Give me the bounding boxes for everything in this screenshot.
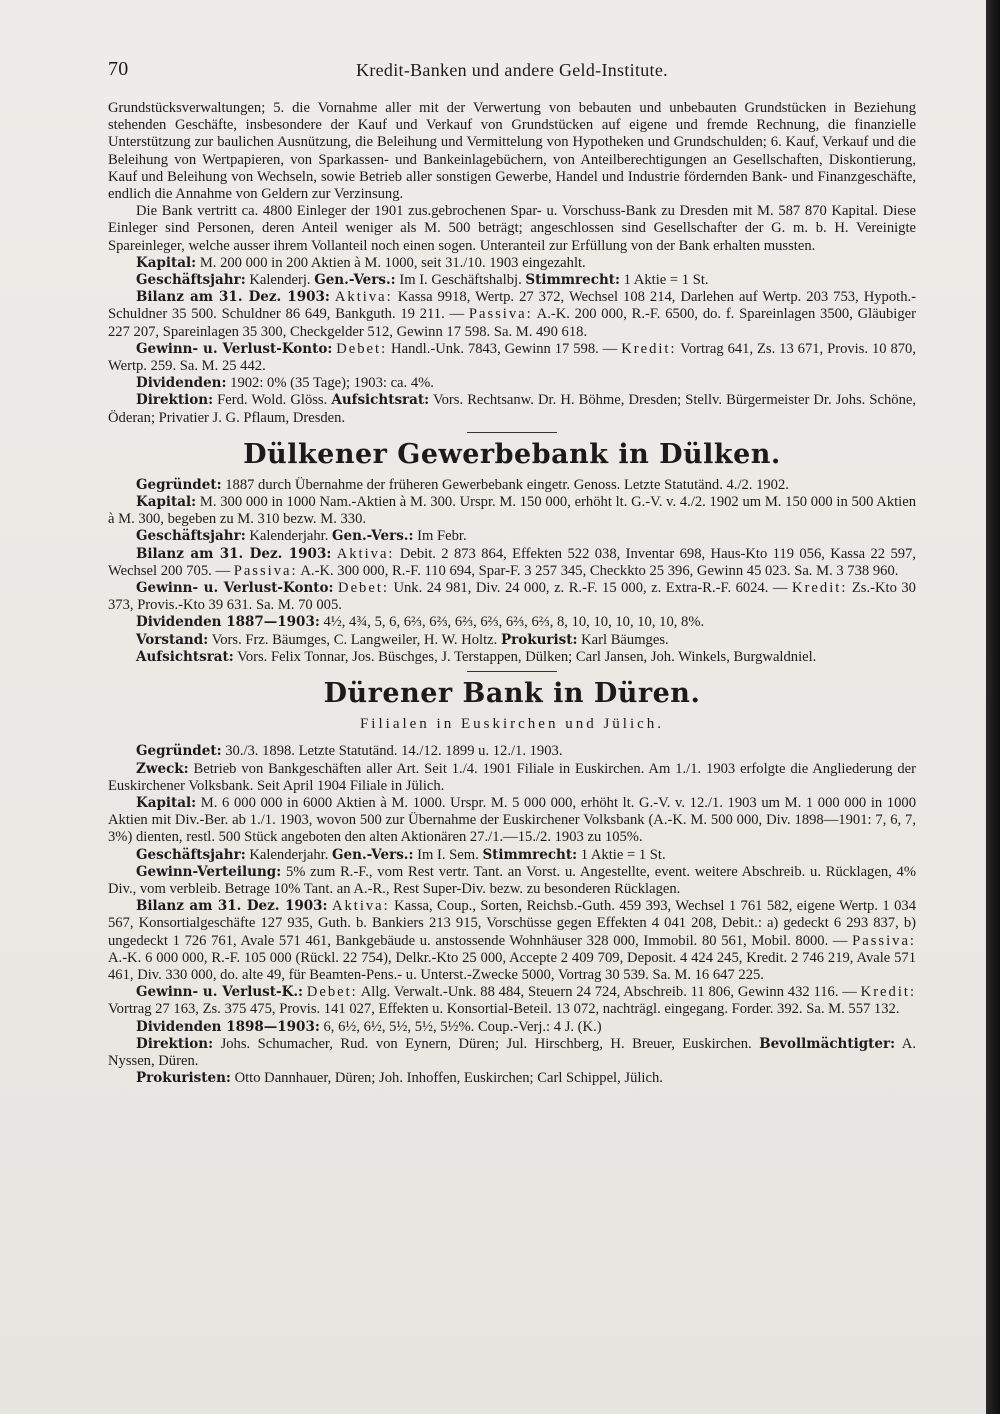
entry-text: Im Febr. bbox=[417, 528, 467, 545]
entry-text: 5% zum R.-F., vom Rest vertr. Tant. an Vorst. u. Angestellte, event. weitere Abschreib. u. Rücklagen, 4% Div., vom verbleib. Betrage 10% Tant. an A.-R., Rest Super-Div. bezw. zu besonderen Rücklagen. bbox=[108, 863, 916, 897]
entry-label: Kapital: bbox=[136, 494, 197, 511]
entry-zweck bbox=[108, 761, 916, 795]
entry-text: A.-K. 300 000, R.-F. 110 694, Spar-F. 3 257 345, Checkkto 25 396, Gewinn 45 023. Sa. M. 3 738 960. bbox=[300, 562, 899, 579]
entry-text: Allg. Verwalt.-Unk. 88 484, Steuern 24 724, Abschreib. 11 806, Gewinn 432 116. — bbox=[360, 984, 857, 1001]
entry-kapital bbox=[108, 255, 916, 272]
aktiva-label: Aktiva: bbox=[336, 545, 395, 562]
running-title: Kredit-Banken und andere Geld-Institute. bbox=[356, 60, 668, 80]
entry-label: Gegründet: bbox=[136, 743, 222, 760]
continuation-paragraph: Grundstücksverwaltungen; 5. die Vornahme aller mit der Verwertung von bebauten und unbebauten Grundstücken in Beziehung stehenden Geschäfte, insbesondere der Kauf und Verkauf von Grundstücken auf eigene und fremde Rechnung, die finanzielle Unterstützung zur baulichen Ausnützung, die Beleihung und Vermittelung von Hypotheken und Grundschulden; 6. Kauf, Verkauf und die Beleihung von Wertpapieren, von Sparkassen- und Bankeinlagebüchern, von Anteilberechtigungen an Gesellschaften, Diskontierung, Kauf und Beleihung von Wechseln, sowie Betrieb aller sonstigen Gewerbe, Handel und Industrie fördernden Bank- und Finanzgeschäfte, endlich die Annahme von Geldern zur Verzinsung. bbox=[108, 100, 916, 203]
entry-kapital bbox=[108, 494, 916, 528]
entry-text: Vortrag 27 163, Zs. 375 475, Provis. 141 027, Effekten u. Konsortial-Beteil. 13 072, nachträgl. eingegang. Forder. 392. Sa. M. 557 132. bbox=[108, 1001, 900, 1018]
entry-text: Debit. 2 873 864, Effekten 522 038, Inventar 698, Haus-Kto 119 056, Kassa 22 597, Wechsel 200 705. — bbox=[108, 545, 916, 579]
scan-edge bbox=[986, 0, 1000, 1414]
entry-geschaeftsjahr bbox=[108, 272, 916, 289]
passiva-label: Passiva: bbox=[233, 562, 298, 579]
entry-label: Gen.-Vers.: bbox=[332, 846, 414, 863]
coupon-text: Coup.-Verj.: 4 J. (K.) bbox=[477, 1018, 602, 1035]
kredit-label: Kredit: bbox=[860, 984, 916, 1001]
entry-text: A.-K. 200 000, R.-F. 6500, do. f. Spareinlagen 3500, Gläubiger 227 207, Spareinlagen 35 300, Checkgelder 512, Gewinn 17 598. Sa. M. 490 618. bbox=[108, 306, 916, 340]
entry-gegruendet bbox=[108, 743, 916, 760]
entry-direktion bbox=[108, 1036, 916, 1070]
entry-label: Kapital: bbox=[136, 254, 197, 271]
entry-gewinn-verteilung bbox=[108, 864, 916, 898]
entry-label: Geschäftsjahr: bbox=[136, 528, 246, 545]
entry-label: Geschäftsjahr: bbox=[136, 846, 246, 863]
entry-text: M. 200 000 in 200 Aktien à M. 1000, seit 31./10. 1903 eingezahlt. bbox=[199, 254, 586, 271]
section-divider bbox=[467, 432, 557, 433]
entry-prokuristen bbox=[108, 1070, 916, 1087]
section-title: Dülkener Gewerbebank in Dülken. bbox=[243, 438, 781, 470]
branches-line: Filialen in Euskirchen und Jülich. bbox=[359, 716, 665, 733]
entry-text: 1902: 0% (35 Tage); 1903: ca. 4%. bbox=[230, 375, 434, 392]
entry-text: 4½, 4¾, 5, 6, 6⅔, 6⅔, 6⅔, 6⅔, 6⅔, 6⅔, 8, 10, 10, 10, 10, 10, 8%. bbox=[323, 614, 705, 631]
entry-text: Kalenderjahr. bbox=[249, 846, 329, 863]
kredit-label: Kredit: bbox=[621, 340, 677, 357]
entry-label: Bilanz am 31. Dez. 1903: bbox=[136, 898, 328, 915]
entry-text: Kassa, Coup., Sorten, Reichsb.-Guth. 459 393, Wechsel 1 761 582, eigene Wertp. 1 034 567, Konsortialgeschäfte 127 935, Guth. b. Bankiers 213 915, Vorschüsse gegen Effekten 4 041 208, Debit.: a) gedeckt 6 293 837, b) ungedeckt 1 726 761, Avale 571 461, Bankgebäude u. anstossende Wohnhäuser 328 000, Immobil. 80 561, Mobil. 8000. — bbox=[108, 898, 916, 949]
entry-label: Dividenden 1887—1903: bbox=[136, 614, 320, 631]
entry-text: Vors. Rechtsanw. Dr. H. Böhme, Dresden; Stellv. Bürgermeister Dr. Johs. Schöne, Öderan; Privatier J. G. Pflaum, Dresden. bbox=[108, 392, 917, 426]
entry-gewinn-verlust bbox=[108, 984, 916, 1018]
entry-text: Karl Bäumges. bbox=[581, 631, 669, 648]
entry-text: Handl.-Unk. 7843, Gewinn 17 598. — bbox=[391, 340, 618, 357]
entry-text: Im I. Sem. bbox=[417, 846, 479, 863]
entry-text: Vors. Felix Tonnar, Jos. Büschges, J. Terstappen, Dülken; Carl Jansen, Joh. Winkels, Burgwaldniel. bbox=[237, 648, 817, 665]
passiva-label: Passiva: bbox=[852, 932, 916, 949]
entry-text: Kassa 9918, Wertp. 27 372, Wechsel 108 214, Darlehen auf Wertp. 203 753, Hypoth.-Schuldner 35 500. Schuldner 86 649, Bankguth. 19 211. — bbox=[108, 289, 917, 323]
entry-label: Aufsichtsrat: bbox=[136, 648, 234, 665]
entry-gewinn-verlust bbox=[108, 341, 916, 375]
debet-label: Debet: bbox=[338, 580, 389, 597]
entry-label: Gewinn- u. Verlust-K.: bbox=[136, 984, 304, 1001]
entry-text: Vors. Frz. Bäumges, C. Langweiler, H. W. Holtz. bbox=[211, 631, 498, 648]
entry-text: A.-K. 6 000 000, R.-F. 105 000 (Rückl. 22 754), Delkr.-Kto 25 000, Accepte 2 409 709, Deposit. 4 424 245, Kredit. 2 746 219, Avale 571 461, Div. 330 000, do. alte 49, für Beamten-Pens.- u. Unterst.-Zwecke 5000, Vortrag 30 539. Sa. M. 16 647 225. bbox=[108, 949, 916, 983]
entry-label: Gegründet: bbox=[136, 476, 222, 493]
entry-text: Johs. Schumacher, Rud. von Eynern, Düren; Jul. Hirschberg, H. Breuer, Euskirchen. bbox=[220, 1035, 752, 1052]
entry-text: 1 Aktie = 1 St. bbox=[580, 846, 666, 863]
entry-label: Bilanz am 31. Dez. 1903: bbox=[136, 289, 330, 306]
entry-bilanz bbox=[108, 546, 916, 580]
entry-label: Gen.-Vers.: bbox=[332, 528, 414, 545]
entry-label: Prokurist: bbox=[500, 631, 578, 648]
entry-label: Stimmrecht: bbox=[482, 846, 578, 863]
entry-dividenden bbox=[108, 614, 916, 631]
entry-text: Im I. Geschäftshalbj. bbox=[399, 272, 522, 289]
paragraph: Die Bank vertritt ca. 4800 Einleger der 1901 zus.gebrochenen Spar- u. Vorschuss-Bank zu Dresden mit M. 587 870 Kapital. Diese Einleger sind Personen, deren Anteil weniger als M. 500 beträgt; angeschlossen sind Gesellschafter der G. m. b. H. Vereinigte Spareinleger, welche ausser ihrem Vollanteil noch einen sogen. Unteranteil zur Erfüllung von der Bank erhalten mussten. bbox=[108, 203, 916, 254]
section-divider bbox=[467, 671, 557, 672]
entry-label: Gewinn- u. Verlust-Konto: bbox=[136, 340, 333, 357]
entry-label: Direktion: bbox=[136, 392, 214, 409]
entry-text: Unk. 24 981, Div. 24 000, z. R.-F. 15 000, z. Extra-R.-F. 6024. — bbox=[393, 580, 788, 597]
section-title: Dürener Bank in Düren. bbox=[323, 678, 701, 710]
entry-text: 1887 durch Übernahme der früheren Gewerbebank eingetr. Genoss. Letzte Statutänd. 4./2. 1902. bbox=[225, 476, 789, 493]
entry-text: M. 300 000 in 1000 Nam.-Aktien à M. 300. Urspr. M. 150 000, erhöht lt. G.-V. v. 4./2. 1902 um M. 150 000 in 500 Aktien à M. 300, begeben zu M. 310 bezw. M. 330. bbox=[108, 494, 916, 528]
entry-label: Zweck: bbox=[136, 760, 189, 777]
entry-bilanz bbox=[108, 898, 916, 984]
aktiva-label: Aktiva: bbox=[331, 898, 390, 915]
entry-text: Vortrag 641, Zs. 13 671, Provis. 10 870, Wertp. 259. Sa. M. 25 442. bbox=[108, 340, 916, 375]
entry-direktion bbox=[108, 392, 916, 426]
entry-text: Kalenderjahr. bbox=[249, 528, 329, 545]
entry-text: 1 Aktie = 1 St. bbox=[623, 272, 709, 289]
entry-text: Zs.-Kto 30 373, Provis.-Kto 39 631. Sa. M. 70 005. bbox=[108, 580, 916, 614]
entry-label: Prokuristen: bbox=[136, 1070, 231, 1087]
entry-gewinn-verlust bbox=[108, 580, 916, 614]
entry-text: 30./3. 1898. Letzte Statutänd. 14./12. 1899 u. 12./1. 1903. bbox=[225, 743, 563, 760]
entry-label: Kapital: bbox=[136, 794, 197, 811]
entry-text: 6, 6½, 6½, 5½, 5½, 5½%. bbox=[323, 1018, 475, 1035]
entry-label: Stimmrecht: bbox=[525, 272, 621, 289]
entry-label: Dividenden 1898—1903: bbox=[136, 1018, 320, 1035]
entry-geschaeftsjahr bbox=[108, 528, 916, 545]
entry-text: Ferd. Wold. Glöss. bbox=[217, 392, 328, 409]
entry-label: Gewinn- u. Verlust-Konto: bbox=[136, 580, 334, 597]
entry-geschaeftsjahr bbox=[108, 847, 916, 864]
aktiva-label: Aktiva: bbox=[334, 289, 393, 306]
entry-label: Bilanz am 31. Dez. 1903: bbox=[136, 545, 332, 562]
running-header bbox=[108, 58, 916, 86]
entry-label: Bevollmächtigter: bbox=[759, 1035, 896, 1052]
entry-label: Gewinn-Verteilung: bbox=[136, 863, 282, 880]
entry-dividenden bbox=[108, 1019, 916, 1036]
entry-aufsichtsrat bbox=[108, 649, 916, 666]
debet-label: Debet: bbox=[336, 340, 388, 357]
entry-label: Vorstand: bbox=[136, 631, 209, 648]
entry-text: A. Nyssen, Düren. bbox=[108, 1035, 916, 1069]
entry-bilanz bbox=[108, 289, 916, 341]
kredit-label: Kredit: bbox=[792, 580, 848, 597]
entry-text: Otto Dannhauer, Düren; Joh. Inhoffen, Euskirchen; Carl Schippel, Jülich. bbox=[234, 1070, 663, 1087]
entry-vorstand bbox=[108, 632, 916, 649]
entry-gegruendet bbox=[108, 477, 916, 494]
passiva-label: Passiva: bbox=[468, 306, 533, 323]
debet-label: Debet: bbox=[306, 984, 358, 1001]
entry-kapital bbox=[108, 795, 916, 847]
entry-label: Direktion: bbox=[136, 1035, 214, 1052]
entry-label: Geschäftsjahr: bbox=[136, 272, 246, 289]
entry-text: Betrieb von Bankgeschäften aller Art. Seit 1./4. 1901 Filiale in Euskirchen. Am 1./1. 1903 erfolgte die Angliederung der Euskirchener Volksbank. Seit April 1904 Filiale in Jülich. bbox=[108, 760, 917, 794]
page-content bbox=[108, 100, 916, 1087]
entry-label: Aufsichtsrat: bbox=[331, 392, 430, 409]
entry-dividenden bbox=[108, 375, 916, 392]
entry-label: Dividenden: bbox=[136, 375, 227, 392]
page-number: 70 bbox=[108, 58, 129, 80]
entry-text: Kalenderj. bbox=[249, 272, 311, 289]
entry-text: M. 6 000 000 in 6000 Aktien à M. 1000. Urspr. M. 5 000 000, erhöht lt. G.-V. v. 12./1. 1903 um M. 1 000 000 in 1000 Aktien mit Div.-Ber. ab 1./1. 1903, wovon 500 zur Übernahme der Euskirchener Volksbank (A.-K. M. 500 000, Div. 1898—1901: 7, 6, 7, 3%) dienten, restl. 500 Stück angeboten den alten Aktionären 27./1.—15./2. 1903 zu 105%. bbox=[108, 794, 916, 846]
entry-label: Gen.-Vers.: bbox=[314, 272, 396, 289]
